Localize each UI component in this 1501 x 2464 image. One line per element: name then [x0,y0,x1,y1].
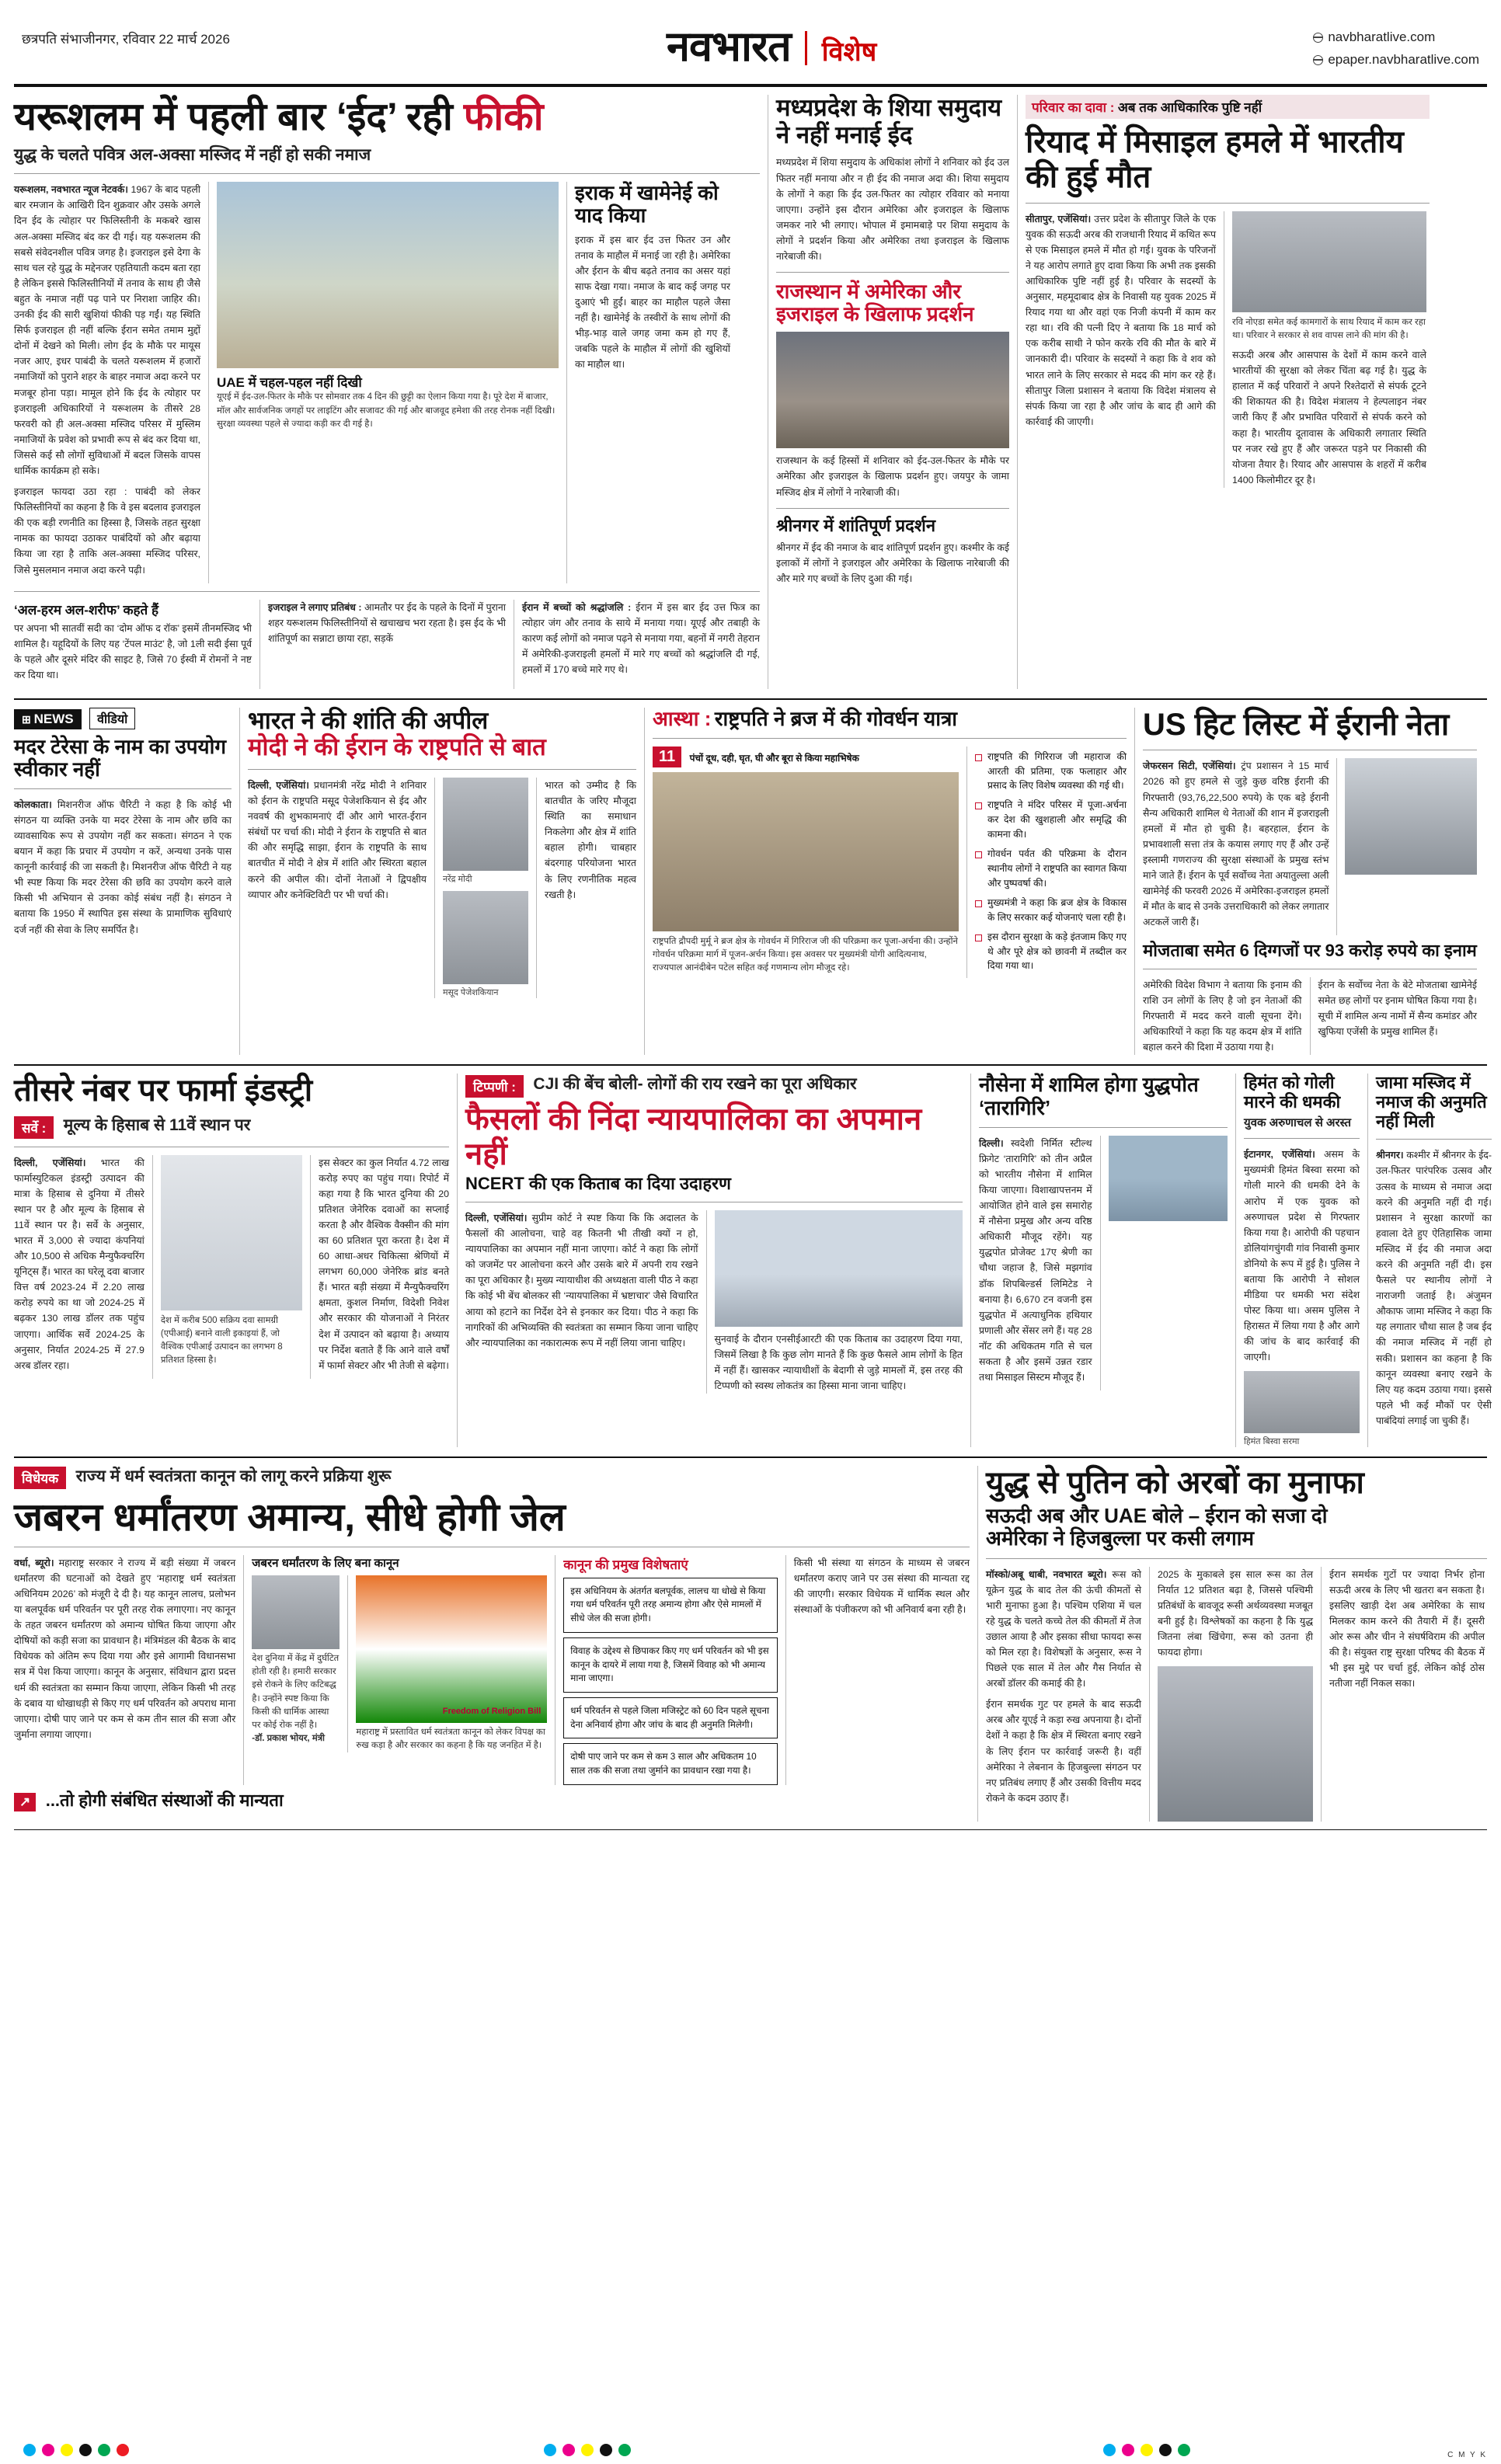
minister-photo-block [252,1575,340,1753]
ushitlist-row2 [1143,977,1477,1055]
lead-body-1: 1967 के बाद पहली बार रमजान के आखिरी दिन शुक्रवार और उसके अगले दिन ईद के त्योहार पर फिलिस्तीनी के मकबरे खास अल-अक्सा मस्जिद बंद कर दी गई। यह यरूशलम की सबसे संवेदनशील पवित्र जगह है। इजराइल इसे देगा के साथ चल रहे युद्ध के मद्देनजर एहतियाती कदम बता रहा है लेकिन इससे फिलिस्तीनियों में तनाव के साथ ही जैसे बहुत के नमाज नहीं पढ़ पाने पर निराशा जाहिर की। उनकी ईद की सारी खुशियां फीकी पड़ गईं। यह स्थिति सिर्फ इजराइल ही नहीं बल्कि ईरान समेत तमाम मुद्दों दोनों में देखने को मिली। लोग ईद के मौके पर मायूस नजर आए, इधर पाबंदी के चलते यरूशलम में हजारों नमाजियों को पुराने शहर के बाहर नमाज अदा करने पर मजबूर होना पड़ा। मामूल होने कि ईद के त्योहार पर इजराइली अधिकारियों ने यरूशलम के तीसरे 28 फरवरी को ही अल-अक्सा मस्जिद परिसर में मुस्लिम नमाजियों के प्रवेश को प्रभावी रूप से बंद कर दिया था, जिससे कई सौ लोगों सुविधाओं में बदल जिसके वापस धार्मिक कार्यक्रम हो सके। [14,184,200,476]
riyadh-body: उत्तर प्रदेश के सीतापुर जिले के एक युवक की सऊदी अरब की राजधानी रियाद में कथित रूप से एक मिसाइल हमले में मौत हो गई। युवक के परिजनों ने यह आरोप लगाते हुए दावा किया कि अभी तक इसकी आधिकारिक पुष्टि नहीं हुई है। परिवार के सदस्यों के अनुसार, महमूदाबाद क्षेत्र के निवासी यह युवक 2025 में रियाद गया था और वहां एक निजी कंपनी में काम कर रहा था। रवि की पत्नी दिए ने बताया कि 18 मार्च को एक करीब साथी ने फोन करके रवि की मौत के बारे में जानकारी दी। परिवार के सदस्यों ने कहा कि वे शव को भारत लाने के लिए सरकार से मदद की मांग कर रहे हैं। सीतापुर जिला प्रशासन ने बताया कि विदेश मंत्रालय से संपर्क किया जा रहा है और जांच के बाद ही आगे की कार्रवाई की जाएगी। [1026,213,1216,427]
braj-bullet-list [975,750,1127,974]
dharmantaran-col-1 [14,1555,235,1785]
list-item: राष्ट्रपति की गिरिराज जी महाराज की आरती की प्रतिमा, एक फलाहार और प्रसाद के लिए विशेष व्यवस्था की गई थी। [975,750,1127,794]
video-tag: वीडियो [89,708,135,729]
paper-title: नवभारत [667,23,791,70]
religion-bill-graphic-label: Freedom of Religion Bill [442,1706,542,1716]
braj-headline-row [653,708,1127,730]
dharmantaran-story [14,1466,970,1822]
cleric-photo [1345,758,1477,875]
second-section [14,708,1487,1056]
ushitlist-story [1143,708,1477,1056]
dharmantaran-body: महाराष्ट्र सरकार ने राज्य में बड़ी संख्या में जबरन धर्मांतरण की घटनाओं को देखते हुए ‘महाराष्ट्र धर्म स्वतंत्रता अधिनियम 2026’ को मंजूरी दे दी है। यह कानून लालच, प्रलोभन या बलपूर्वक धर्म परिवर्तन पर पूरी तरह रोक लगाएगा। नए कानून के तहत जबरन धर्मांतरण को अमान्य घोषित किया जाएगा और दोषियों को कड़ी सजा का प्रावधान है। मंत्रिमंडल की बैठक के बाद विधेयक को अंतिम रूप दिया गया और इसे आगामी विधानसभा सत्र में पेश किया जाएगा। कानून के अनुसार, संविधान द्वारा प्रदत्त धर्म की स्वतंत्रता का सम्मान किया जाएगा, लेकिन किसी भी तरह के दबाव या धोखाधड़ी से किए गए धर्म परिवर्तन को अपराध माना जाएगा। दोषी पाए जाने पर कम से कम तीन साल की सजा और जुर्माना लगाया जाएगा। [14,1557,236,1740]
lead-body-2: इजराइल फायदा उठा रहा : पाबंदी को लेकर फिलिस्तीनियों का कहना है कि वे इस बदलाव इजराइल की एक बड़ी रणनीति का हिस्सा है, जिसके तहत सुरक्षा नामक का फायदा उठाकर पाबंदियों को और बढ़ाया किया जा रहा है ताकि अल-अक्सा मस्जिद परिसर, जिसे मुसलमान नमाज अदा करने पढ़ी। [14,486,200,576]
cmyk-label: C M Y K [1447,2451,1487,2459]
list-item: राष्ट्रपति ने मंदिर परिसर में पूजा-अर्चना कर देश की खुशहाली और समृद्धि की कामना की। [975,798,1127,842]
putin-row [986,1567,1487,1822]
cji-subhead: NCERT की एक किताब का दिया उदाहरण [465,1174,731,1194]
putin-headline: युद्ध से पुतिन को अरबों का मुनाफा [986,1465,1364,1500]
lead-side-col [575,182,730,583]
lead-headline-part1: यरूशलम में पहली बार ‘ईद’ रही [14,95,464,138]
cji-tag-row [465,1074,963,1097]
riyadh-headline: रियाद में मिसाइल हमले में भारतीय की हुई मौत [1026,125,1404,194]
website-epaper-label: epaper.navbharatlive.com [1328,51,1479,67]
feature-item: धर्म परिवर्तन से पहले जिला मजिस्ट्रेट को 60 दिन पहले सूचना देना अनिवार्य होगा और जांच के बाद ही अनुमति मिलेगी। [563,1697,777,1738]
news-video-body: मिशनरीज ऑफ चैरिटी ने कहा है कि कोई भी संगठन या व्यक्ति उनके या मदर टेरेसा के नाम और छवि का व्यावसायिक रूप से उपयोग नहीं कर सकता। संगठन ने एक बयान में कहा कि प्रचार में उपयोग न करें, अन्यथा उनके पास कानूनी कार्रवाई की जा सकती है। मिशनरीज ऑफ चैरिटी ने यह भी स्पष्ट किया कि मदर टेरेसा की छवि का उपयोग करने वाले किसी भी अभियान से उनका कोई संबंध नहीं है। संगठन ने बताया कि 1950 में स्थापित इस संस्था के प्रामाणिक सुविधाएं दर्ज नहीं की सेवा के लिए समर्पित है। [14,799,232,935]
modi-dateline: दिल्ली, एजेंसियां। [248,779,310,791]
modi-body: प्रधानमंत्री नरेंद्र मोदी ने शनिवार को ईरान के राष्ट्रपति मसूद पेजेशकियान से ईद और नववर्ष की शुभकामनाएं दीं और आगे भारत-ईरान संबंधों पर चर्चा की। मोदी ने ईरान के राष्ट्रपति से बात की और समृद्धि साझा, ईरान के राष्ट्रपति के साथ बातचीत में मोदी ने क्षेत्र में शांति और स्थिरता बहाल करने की अपील की। दोनों नेताओं ने द्विपक्षीय व्यापार और कनेक्टिविटी पर भी चर्चा की। [248,779,427,900]
jama-headline: जामा मस्जिद में नमाज की अनुमति नहीं मिली [1376,1073,1487,1131]
navy-photo-col [1109,1136,1228,1391]
putin-subhead-1: सऊदी अब और UAE बोले – ईरान को सजा दो [986,1504,1328,1528]
riyadh-dateline: सीतापुर, एजेंसियां। [1026,213,1092,224]
dharmantaran-tag-rest: राज्य में धर्म स्वतंत्रता कानून को लागू करने प्रक्रिया शुरू [75,1467,392,1485]
riyadh-story [1026,95,1430,689]
jama-story [1376,1074,1492,1446]
top-section [14,95,1487,689]
pharma-body: भारत की फार्मास्युटिकल इंडस्ट्री उत्पादन की मात्रा के हिसाब से दुनिया में तीसरे स्थान पर है और मूल्य के हिसाब से 11वें स्थान पर है। सर्वे के अनुसार, भारत में 3,000 से ज्यादा कंपनियां और 10,500 से अधिक मैन्युफैक्चरिंग यूनिट्स हैं। भारत का घरेलू दवा बाजार वित्त वर्ष 2023-24 में 2.20 लाख करोड़ रुपये का था जो 2024-25 में बढ़कर 130 लाख डॉलर तक पहुंच जाएगा। आर्थिक सर्वे 2024-25 के अनुसार, निर्यात 2024-25 में 27.9 अरब डॉलर रहा। [14,1157,145,1371]
himanta-photo-caption: हिमंत बिस्वा सरमा [1244,1436,1300,1446]
features-title: कानून की प्रमुख विशेषताएं [563,1557,688,1572]
color-registration-left [23,2444,129,2456]
riyadh-kicker [1026,95,1430,119]
lead-box-2-body: आमतौर पर ईद के पहले के दिनों में पुराना शहर यरूशलम फिलिस्तीनियों से खचाखच भरा रहता है। इस ईद के भी शांतिपूर्ण का सन्नाटा छाया रहा, सड़कें [268,601,506,644]
dharmantaran-footer-body: किसी भी संस्था या संगठन के माध्यम से जबरन धर्मांतरण कराए जाने पर उस संस्था की मान्यता रद्द की जाएगी। सरकार विधेयक में धार्मिक स्थल और संस्थाओं के पंजीकरण को भी अनिवार्य बना रही है। [793,1557,970,1616]
lead-photo [217,182,559,368]
minister-quote-by: -डॉ. प्रकाश भोयर, मंत्री [252,1734,326,1744]
cji-row [465,1210,963,1394]
putin-body-3: 2025 के मुकाबले इस साल रूस का तेल निर्यात 12 प्रतिशत बढ़ा है, जिससे पश्चिमी प्रतिबंधों के बावजूद रूसी अर्थव्यवस्था मजबूत बनी हुई है। विश्लेषकों का कहना है कि युद्ध जितना लंबा खिंचेगा, रूस को उतना ही फायदा होगा। [1158,1568,1313,1658]
globe-icon [1313,33,1323,43]
shia-photo [776,332,1009,448]
riyadh-col-2 [1232,211,1426,488]
pharma-photo-col [161,1155,302,1379]
dharmantaran-dateline: वर्धा, ब्यूरो। [14,1557,54,1568]
putin-col-1 [986,1567,1141,1822]
putin-col-3: ईरान समर्थक गुटों पर ज्यादा निर्भर होना सऊदी अरब के लिए भी खतरा बन सकता है। इसलिए खाड़ी देश अब अमेरिका के साथ मिलकर काम करने की तैयारी में हैं। दूसरी ओर रूस और चीन ने संघर्षविराम की अपील की है। संयुक्त राष्ट्र सुरक्षा परिषद की बैठक में भी इस मुद्दे पर चर्चा हुई, लेकिन कोई ठोस नतीजा नहीं निकल सका। [1329,1568,1485,1690]
shia-body: मध्यप्रदेश में शिया समुदाय के अधिकांश लोगों ने शनिवार को ईद उल फितर नहीं मनाया और न ही ईद की नमाज अदा की। शिया समुदाय के लोगों ने कहा कि ईद उल-फितर का त्योहार रविवार को मनाया जाएगा। उन्होंने इस दौरान अमेरिका और इजराइल के खिलाफ जमकर नारे भी लगाए। भोपाल में इमामबाड़े पर शिया समुदाय के लोगों ने प्रदर्शन किया और अमेरिका तथा इजराइल के खिलाफ नारेबाजी की। [776,157,1009,262]
shia-sub1-headline: राजस्थान में अमेरिका और इजराइल के खिलाफ प्रदर्शन [776,280,974,326]
dharmantaran-photo-title: जबरन धर्मांतरण के लिए बना कानून [252,1556,399,1570]
third-section [14,1073,1492,1446]
pharma-headline: तीसरे नंबर पर फार्मा इंडस्ट्री [14,1074,313,1108]
modi-iran-story [248,708,636,1056]
shia-sub2-headline: श्रीनगर में शांतिपूर्ण प्रदर्शन [776,515,936,535]
news-video-tags [14,708,232,729]
website-main[interactable] [1313,26,1479,49]
lead-box-3 [522,600,760,689]
bottom-section [14,1466,1487,1822]
riyadh-body-2: सऊदी अरब और आसपास के देशों में काम करने वाले भारतीयों की सुरक्षा को लेकर चिंता बढ़ गई है। युद्ध के हालात में कई परिवारों ने अपने रिश्तेदारों से संपर्क टूटने की शिकायत की है। विदेश मंत्रालय ने हेल्पलाइन नंबर जारी किए हैं और प्रभावित परिवारों से संपर्क करने को कहा है। भारतीय दूतावास के अधिकारी लगातार स्थिति पर नजर रखे हुए हैं और जरूरत पड़ने पर निकासी की योजना तैयार है। रियाद और आसपास के शहरों में करीब 1400 किलोमीटर दूर है। [1232,350,1426,485]
navy-col-1 [979,1136,1092,1391]
ushitlist-body-2: अमेरिकी विदेश विभाग ने बताया कि इनाम की राशि उन लोगों के लिए है जो इन नेताओं की गिरफ्तारी में मदद करने वाली सूचना देंगे। अधिकारियों ने कहा कि यह कदम क्षेत्र में शांति बहाल करने की दिशा में उठाया गया है। [1143,980,1302,1053]
dharmantaran-headline: जबरन धर्मांतरण अमान्य, सीधे होगी जेल [14,1495,566,1539]
lead-box-3-body: ईरान में इस बार ईद उत्त फित्र का त्योहार जंग और तनाव के साये में मनाया गया। यूएई और तबाही के कारण कई लोगों को नमाज पढ़ने से मनाया गया, बहनों में नगरी तेहरान में अमेरिकी-इजराइली हमलों में मारे गए बच्चों को श्रद्धांजलि दी गई, हमलों में 170 बच्चे मारे गए थे। [522,601,760,676]
news-tag: ⊞ NEWS [14,709,82,729]
color-registration-mid [544,2444,631,2456]
putin-photo [1158,1666,1313,1822]
religion-bill-graphic-block [356,1575,547,1753]
lead-photo-col [217,182,559,583]
news-video-headline: मदर टेरेसा के नाम का उपयोग स्वीकार नहीं [14,734,227,781]
dharmantaran-photo-row [252,1575,547,1753]
braj-tag: आस्था : [653,706,712,730]
modi-body-2: भारत को उम्मीद है कि बातचीत के जरिए मौजूदा स्थिति का समाधान निकलेगा और क्षेत्र में शांति बहाल होगी। चाबहार बंदरगाह परियोजना भारत के लिए रणनीतिक महत्व रखती है। [545,779,636,900]
pharma-col-1 [14,1155,145,1379]
himanta-body-wrap [1244,1147,1360,1365]
news-video-dateline: कोलकाता। [14,799,52,810]
lead-photo-caption-title: UAE में चहल-पहल नहीं दिखी [217,375,362,391]
navy-story [979,1074,1228,1446]
putin-col-2 [1158,1567,1313,1822]
feature-item: इस अधिनियम के अंतर्गत बलपूर्वक, लालच या धोखे से किया गया धर्म परिवर्तन पूरी तरह अमान्य होगा और ऐसे मामलों में सीधे जेल की सजा होगी। [563,1578,777,1633]
braj-headline: राष्ट्रपति ने ब्रज में की गोवर्धन यात्रा [714,706,958,730]
putin-body-2: ईरान समर्थक गुट पर हमले के बाद सऊदी अरब और यूएई ने कड़ा रुख अपनाया है। दोनों देशों ने कहा है कि क्षेत्र में स्थिरता बनाए रखने के लिए ईरान पर कार्रवाई जरूरी है। वहीं अमेरिका ने लेबनान के हिजबुल्ला संगठन पर नए प्रतिबंध लगाए हैं और उसकी वित्तीय मदद रोकने के कदम उठाए हैं। [986,1699,1141,1804]
pezeshkian-photo [443,891,528,984]
braj-photo [653,772,959,931]
ushitlist-col-2 [1345,758,1477,935]
ushitlist-headline: US हिट लिस्ट में ईरानी नेता [1143,707,1450,742]
pharma-subhead: मूल्य के हिसाब से 11वें स्थान पर [63,1116,251,1135]
dharmantaran-footer-col [794,1555,970,1785]
riyadh-photo-caption: रवि नोएडा समेत कई कामगारों के साथ रियाद में काम कर रहा था। परिवार ने सरकार से शव वापस लाने की मांग की है। [1232,317,1426,340]
masthead-websites [1313,16,1479,71]
braj-badge-row [653,747,959,767]
navy-dateline: दिल्ली। [979,1137,1004,1149]
putin-subhead-2: अमेरिका ने हिजबुल्ला पर कसी लगाम [986,1526,1255,1550]
news-video-body-wrap [14,797,232,938]
riyadh-body-row [1026,211,1430,488]
shia-headline: मध्यप्रदेश के शिया समुदाय ने नहीं मनाई ईद [776,94,1002,148]
riyadh-col-1 [1026,211,1216,488]
website-epaper[interactable] [1313,49,1479,71]
minister-quote: देश दुनिया में केंद्र में दुर्घटित होती रही है। हमारी सरकार इसे रोकने के लिए कटिबद्ध है। उन्होंने स्पष्ट किया कि किसी की धार्मिक आस्था पर कोई रोक नहीं है। [252,1653,340,1731]
right-third-col [979,1074,1492,1446]
braj-content-row [653,747,1127,979]
ushitlist-col-1 [1143,758,1329,935]
dharmantaran-footer-title: ...तो होगी संबंधित संस्थाओं की मान्यता [45,1790,284,1810]
list-item: मुख्यमंत्री ने कहा कि ब्रज क्षेत्र के विकास के लिए सरकार कई योजनाएं चला रही है। [975,896,1127,925]
pharma-story [14,1074,449,1446]
religion-bill-graphic [356,1575,547,1723]
himanta-subhead: युवक अरुणाचल से अरस्त [1244,1115,1352,1129]
lead-box-2-title: इजराइल ने लगाए प्रतिबंध : [268,601,362,613]
cji-body-2: सुनवाई के दौरान एनसीईआरटी की एक किताब का उदाहरण दिया गया, जिसमें लिखा है कि कुछ लोग मानते हैं कि कुछ फैसले आम लोगों के हित में नहीं हैं। खासकर न्यायाधीशों के बेदागी से जुड़े मामलों में, इस तरह की टिप्पणी को स्वस्थ लोकतंत्र का हिस्सा माना जाना चाहिए। [714,1333,963,1392]
pharma-row [14,1155,449,1379]
cji-headline: फैसलों की निंदा न्यायपालिका का अपमान नहीं [465,1101,922,1171]
putin-body: रूस को यूक्रेन युद्ध के बाद तेल की ऊंची कीमतों से भारी मुनाफा हुआ है। पश्चिम एशिया में चल रहे युद्ध के चलते कच्चे तेल की कीमतों में तेज उछाल आया है और इसका सीधा फायदा रूस को मिल रहा है। विशेषज्ञों के अनुसार, रूस ने पिछले एक साल में तेल और गैस निर्यात से अरबों डॉलर की कमाई की है। [986,1568,1141,1690]
cji-body: सुप्रीम कोर्ट ने स्पष्ट किया कि कि अदालत के फैसलों की आलोचना, चाहे वह कितनी भी तीखी क्यों न हो, न्यायपालिका का अपमान नहीं माना जाएगा। कोर्ट ने कहा कि लोगों को जजमेंट पर आलोचना करने और उसके बारे में अपनी राय रखने का पूरा अधिकार है। मुख्य न्यायाधीश की अध्यक्षता वाली पीठ ने कहा कि कोई भी बेंच बोलकर सी ‘न्यायपालिका में भ्रष्टाचार’ जैसे विचारित आया को हटाने का निर्देश देने से इनकार कर दिया। पीठ ने कहा कि नागरिकों की अभिव्यक्ति की स्वतंत्रता का सम्मान किया जाना चाहिए और न्यायपालिका का नकारात्मक रूप में नहीं लिया जाना चाहिए। [465,1212,698,1349]
masthead [14,11,1487,81]
cji-tag-rest: CJI की बेंच बोली- लोगों की राय रखने का पूरा अधिकार [533,1075,857,1094]
riyadh-photo [1232,211,1426,312]
religion-bill-caption: महाराष्ट्र में प्रस्तावित धर्म स्वतंत्रता कानून को लेकर विपक्ष का रुख कड़ा है और सरकार का कहना है कि यह जनहित में है। [356,1727,545,1751]
lead-box-1 [14,600,252,689]
ushitlist-subhead: मोजताबा समेत 6 दिग्गजों पर 93 करोड़ रुपये का इनाम [1143,941,1477,961]
pharma-photo [161,1155,302,1310]
modi-headline-2: मोदी ने की ईरान के राष्ट्रपति से बात [248,733,546,761]
cji-dateline: दिल्ली, एजेंसियां। [465,1212,528,1223]
lead-side-headline: इराक में खामेनेई को याद किया [575,181,719,228]
pezeshkian-photo-caption: मसूद पेजेशकियान [443,987,499,997]
putin-dateline: मॉस्को/अबू धाबी, नवभारत ब्यूरो। [986,1568,1107,1580]
navy-body: स्वदेशी निर्मित स्टील्थ फ्रिगेट ‘तारागिरि’ को तीन अप्रैल को भारतीय नौसेना में शामिल किया जाएगा। विशाखापत्तनम में आयोजित होने वाले इस समारोह में नौसेना प्रमुख और अन्य वरिष्ठ अधिकारी मौजूद रहेंगे। यह युद्धपोत प्रोजेक्ट 17ए श्रेणी का चौथा जहाज है, जिसे मझगांव डॉक शिपबिल्डर्स लिमिटेड ने बनाया है। 6,670 टन वजनी इस युद्धपोत में अत्याधुनिक हथियार प्रणाली और सेंसर लगे हैं। यह 28 नॉट की अधिकतम गति से चल सकता है और इसमें उन्नत रडार तथा मिसाइल सिस्टम मौजूद हैं। [979,1137,1092,1383]
pharma-photo-caption: देश में करीब 500 सक्रिय दवा सामग्री (एपीआई) बनाने वाली इकाइयां हैं, जो वैश्विक एपीआई उत्पादन का लगभग 8 प्रतिशत हिस्सा है। [160,1315,283,1366]
braj-photo-col [653,747,959,979]
cji-tag: टिप्पणी : [465,1075,524,1098]
minister-photo [252,1575,340,1649]
putin-story [986,1466,1487,1822]
lead-box-1-title: ‘अल-हरम अल-शरीफ’ कहते हैं [14,602,158,618]
himanta-body: असम के मुख्यमंत्री हिमंत बिस्वा सरमा को गोली मारने की धमकी देने के आरोप में एक युवक को अरुणाचल प्रदेश से गिरफ्तार किया गया है। आरोपी की पहचान डोलियांगचुंगवी गांव निवासी कुमार डोनियो के रूप में हुई है। पुलिस ने बताया कि आरोपी ने सोशल मीडिया पर धमकी भरा संदेश पोस्ट किया था। असम पुलिस ने हिरासत में लिया गया है और आगे की जांच के बाद कार्रवाई की जाएगी। [1244,1149,1360,1363]
ushitlist-body: ट्रंप प्रशासन ने 15 मार्च 2026 को हुए हमले से जुड़े कुछ वरिष्ठ ईरानी की गिरफ्तारी (93,76,22,500 रुपये) के एक बड़े ईरानी सैन्य अधिकारी शामिल थे नेताओं की शान में इजराइली हमलों में मौत हो चुकी है। बहरहाल, ईरान के प्रभावशाली सत्ता तंत्र के कयास लगाए गए हैं और उन्हें इस्लामी गणराज्य की सुरक्षा संस्थाओं के प्रमुख स्तंभ माने जाते हैं। ईरान के पूर्व सर्वोच्च नेता अयातुल्ला अली खामेनेई की फरवरी 2026 में अमेरिका-इजराइल हमलों में मौत के बाद से उनके उत्तराधिकारी को लेकर लगातार अटकलें जारी हैं। [1143,760,1329,928]
himanta-headline: हिमंत को गोली मारने की धमकी [1244,1073,1341,1112]
ushitlist-body-3: ईरान के सर्वोच्च नेता के बेटे मोजताबा खामेनेई समेत छह लोगों पर इनाम घोषित किया गया है। सूची में शामिल अन्य नामों में सैन्य कमांडर और खुफिया एजेंसी के प्रमुख शामिल हैं। [1318,980,1477,1038]
dharmantaran-tag-row [14,1466,970,1489]
shia-story [776,95,1009,689]
braj-story [653,708,1127,1056]
modi-photos [443,778,528,998]
cji-col-2 [715,1210,963,1394]
braj-photo-caption: राष्ट्रपति द्रौपदी मुर्मू ने ब्रज क्षेत्र के गोवर्धन में गिरिराज जी की परिक्रमा कर पूजा-अर्चना की। उन्होंने गोवर्धन परिक्रमा मार्ग में पूजन-अर्चन किया। इस अवसर पर मुख्यमंत्री योगी आदित्यनाथ, राज्यपाल आनंदीबेन पटेल सहित कई गणमान्य लोग मौजूद रहे। [653,936,958,973]
lead-subhead: युद्ध के चलते पवित्र अल-अक्सा मस्जिद में नहीं हो सकी नमाज [14,146,371,164]
ushitlist-row [1143,758,1477,935]
modi-col-1 [248,778,427,998]
modi-photo-caption: नरेंद्र मोदी [443,874,472,884]
masthead-edition-date: छत्रपति संभाजीनगर, रविवार 22 मार्च 2026 [22,32,230,47]
lead-col-1 [14,182,200,583]
pharma-sub-tag: सर्वे : [14,1116,54,1139]
modi-photo [443,778,528,871]
color-registration-right [1103,2444,1190,2456]
pharma-subrow [14,1115,449,1138]
shia-sub2-body: श्रीनगर में ईद की नमाज के बाद शांतिपूर्ण प्रदर्शन हुए। कश्मीर के कई इलाकों में लोगों ने इजराइल और अमेरिका के खिलाफ नारेबाजी की और मारे गए बच्चों के लिए दुआ की गई। [776,542,1009,585]
supreme-court-photo [715,1210,963,1327]
braj-badge-number: 11 [653,747,681,767]
himanta-dateline: ईटानगर, एजेंसियां। [1244,1149,1315,1161]
riyadh-kicker-red: परिवार का दावा : [1032,100,1115,115]
ushitlist-dateline: जेफरसन सिटी, एजेंसियां। [1143,760,1236,772]
modi-headline-1: भारत ने की शांति की अपील [248,706,489,734]
masthead-section: विशेष [821,37,877,67]
dharmantaran-footer-row [14,1791,970,1812]
warship-photo [1109,1136,1228,1221]
navy-himanta-row [979,1074,1492,1446]
list-item: गोवर्धन पर्वत की परिक्रमा के दौरान स्थानीय लोगों ने राष्ट्रपति का स्वागत किया और पुष्पवर्षा की। [975,847,1127,891]
lead-headline [14,95,760,138]
masthead-rule [14,84,1487,87]
lead-body-row [14,182,760,583]
lead-box-3-title: ईरान में बच्चों को श्रद्धांजलि : [522,601,632,613]
braj-bullets-col [975,747,1127,979]
dharmantaran-row [14,1555,970,1785]
list-item: इस दौरान सुरक्षा के कड़े इंतजाम किए गए थे और पूरे क्षेत्र को छावनी में तब्दील कर दिया गया था। [975,930,1127,974]
pharma-col-2: इस सेक्टर का कुल निर्यात 4.72 लाख करोड़ रुपए का पहुंच गया। रिपोर्ट में कहा गया है कि भारत दुनिया की 20 प्रतिशत जेनेरिक दवाओं का सप्लाई करता है और वैश्विक वैक्सीन की मांग का 60 प्रतिशत पूरा करता है। देश में 60 आधा-अधर चिकित्सा श्रेणियों में लगभग 60,000 जेनेरिक ब्रांड बनते हैं। भारत बड़ी संख्या में मैन्युफैक्चरिंग क्षमता, कुशल निर्माण, विदेशी निवेश और सरकार की योजनाओं ने निरंतर देश में उत्पादन को बढ़ाया है। अध्याय पर निर्देश बताते हैं कि आने वाले वर्षों में फार्मा सेक्टर और भी तेजी से बढ़ेगा। [319,1157,450,1371]
lead-photo-caption: यूएई में ईद-उल-फितर के मौके पर सोमवार तक 4 दिन की छुट्टी का ऐलान किया गया है। पूरे देश में बाजार, मॉल और सार्वजनिक जगहों पर लाइटिंग और सजावट की गई और बाजवूद हमेशा की तरह रोनक नहीं दिखी। सुरक्षा व्यवस्था पहले से ज्यादा कड़ी कर दी गई है। [217,392,555,429]
jama-body-wrap [1376,1147,1492,1429]
lead-boxes [14,600,760,689]
feature-item: दोषी पाए जाने पर कम से कम 3 साल और अधिकतम 10 साल तक की सजा तथा जुर्माने का प्रावधान रखा गया है। [563,1743,777,1784]
pharma-dateline: दिल्ली, एजेंसियां। [14,1157,86,1168]
navy-row [979,1136,1228,1391]
news-video-story [14,708,232,1056]
riyadh-kicker-rest: अब तक आधिकारिक पुष्टि नहीं [1117,100,1262,115]
masthead-divider [805,31,807,65]
lead-box-2 [268,600,506,689]
lead-story [14,95,760,689]
lead-box-1-body: पर अपना भी सातवीं सदी का ‘दोम ऑफ द रॉक’ इसमें तीनमस्जिद भी शामिल है। यहूदियों के लिए यह ‘टेंपल माउंट’ है, जो 1ली सदी ईसा पूर्व के पहले और दूसरे मंदिर की साइट है, जिसे 70 ईस्वी में रोमनों ने नष्ट कर दिया था। [14,623,252,681]
jama-body: कश्मीर में श्रीनगर के ईद-उल-फितर पारंपरिक उत्सव और उत्सव के माध्यम से नमाज अदा करने की अनुमति नहीं दी गई। प्रशासन ने सुरक्षा कारणों का हवाला देते हुए ऐतिहासिक जामा मस्जिद में ईद की नमाज अदा करने की अनुमति नहीं दी। इस फैसले पर स्थानीय लोगों ने नाराजगी जताई है। अंजुमन औकाफ जामा मस्जिद ने कहा कि यह लगातार चौथा साल है जब ईद की नमाज मस्जिद में नहीं हो सकी। प्रशासन का कहना है कि कानून व्यवस्था बनाए रखने के लिए यह कदम उठाया गया। इससे पहले भी कई मौकों पर ऐसी पाबंदियां लगाई जा चुकी हैं। [1376,1150,1492,1426]
arrow-icon: ↗ [14,1793,36,1811]
dharmantaran-tag: विधेयक [14,1467,66,1489]
cji-story [465,1074,963,1446]
lead-dateline: यरूशलम, नवभारत न्यूज नेटवर्क। [14,184,128,196]
masthead-title-block [230,16,1313,73]
shia-sub1-body: राजस्थान के कई हिस्सों में शनिवार को ईद-उल-फितर के मौके पर अमेरिका और इजराइल के खिलाफ प्रदर्शन हुए। जयपुर के जामा मस्जिद क्षेत्र में लोगों ने नारेबाजी की। [776,455,1009,498]
feature-item: विवाह के उद्देश्य से छिपाकर किए गए धर्म परिवर्तन को भी इस कानून के दायरे में लाया गया है, जिसमें विवाह को भी अमान्य माना जाएगा। [563,1637,777,1693]
news-tag-label: NEWS [33,711,74,726]
dharmantaran-features [563,1555,777,1785]
cji-col-1 [465,1210,698,1394]
globe-icon [1313,55,1323,65]
jama-dateline: श्रीनगर। [1376,1150,1404,1161]
modi-body-row [248,778,636,998]
braj-badge-text: पंचों दूध, दही, घृत, घी और बूरा से किया महाभिषेक [689,752,859,764]
lead-side-body: इराक में इस बार ईद उत्त फितर उन और तनाव के माहौल में मनाई जा रही है। अमेरिका और ईरान के बीच बढ़ते तनाव का असर यहां साफ देखा गया। नमाज के बाद कई जगह पर दुआएं भी हुईं। बाहर का माहौल पहले जैसा नहीं है। खामेनेई के तस्वीरों के साथ लोगों की भीड़-भाड़ वाले जगह जमा कम हो गए हैं, जबकि पहले के माहौल में लोगों की खुशियों का माहौल था। [575,234,730,371]
modi-col-2 [545,778,636,998]
navy-headline: नौसेना में शामिल होगा युद्धपोत ‘तारागिरि’ [979,1073,1199,1119]
himanta-story [1244,1074,1360,1446]
himanta-photo [1244,1371,1360,1433]
dharmantaran-photo-col [252,1555,547,1785]
lead-headline-highlight: फीकी [463,95,544,138]
website-main-label: navbharatlive.com [1328,30,1436,44]
